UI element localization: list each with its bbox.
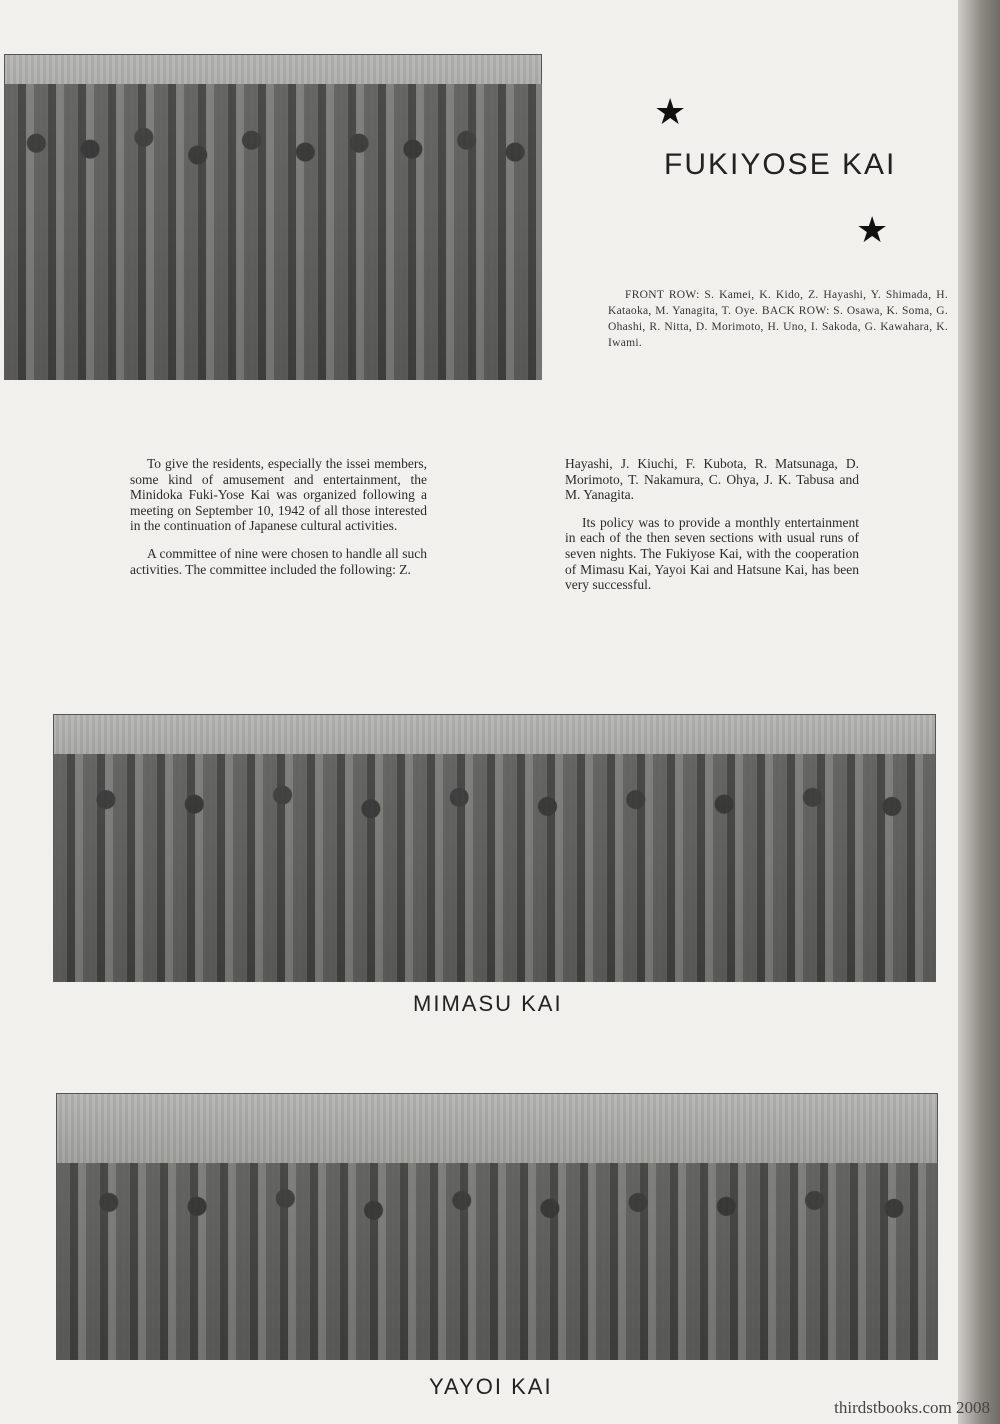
photo-figures	[4, 84, 542, 380]
star-icon: ★	[856, 210, 889, 251]
mimasu-kai-group-photo	[53, 714, 936, 982]
article-paragraph: Hayashi, J. Kiuchi, F. Kubota, R. Matsunaga, D. Morimoto, T. Nakamura, C. Ohya, J. K. Tabusa and M. Yanagita.	[565, 456, 859, 503]
article-paragraph: To give the residents, especially the issei members, some kind of amusement and entertainment, the Minidoka Fuki-Yose Kai was organized following a meeting on September 10, 1942 of all those interested in the continuation of Japanese cultural activities.	[130, 456, 427, 534]
mimasu-kai-title: MIMASU KAI	[413, 991, 563, 1016]
page-edge-shadow	[958, 0, 1000, 1424]
photo-figures	[56, 1163, 938, 1360]
fukiyose-kai-group-photo	[4, 54, 542, 380]
yayoi-kai-group-photo	[56, 1093, 938, 1360]
article-left-column	[130, 456, 427, 589]
fukiyose-kai-caption: FRONT ROW: S. Kamei, K. Kido, Z. Hayashi, Y. Shimada, H. Kataoka, M. Yanagita, T. Oye. BACK ROW: S. Osawa, K. Soma, G. Ohashi, R. Nitta, D. Morimoto, H. Uno, I. Sakoda, G. Kawahara, K. Iwami.	[608, 289, 948, 349]
yayoi-kai-title: YAYOI KAI	[429, 1374, 553, 1399]
star-icon: ★	[654, 92, 687, 133]
article-paragraph: A committee of nine were chosen to handle all such activities. The committee included the following: Z.	[130, 545, 427, 577]
watermark-text: thirdstbooks.com 2008	[834, 1398, 990, 1417]
article-paragraph: Its policy was to provide a monthly entertainment in each of the then seven sections with usual runs of seven nights. The Fukiyose Kai, with the cooperation of Mimasu Kai, Yayoi Kai and Hatsune Kai, has been very successful.	[565, 514, 859, 593]
fukiyose-kai-title: FUKIYOSE KAI	[664, 148, 897, 181]
photo-figures	[53, 754, 936, 982]
article-right-column	[565, 456, 859, 605]
